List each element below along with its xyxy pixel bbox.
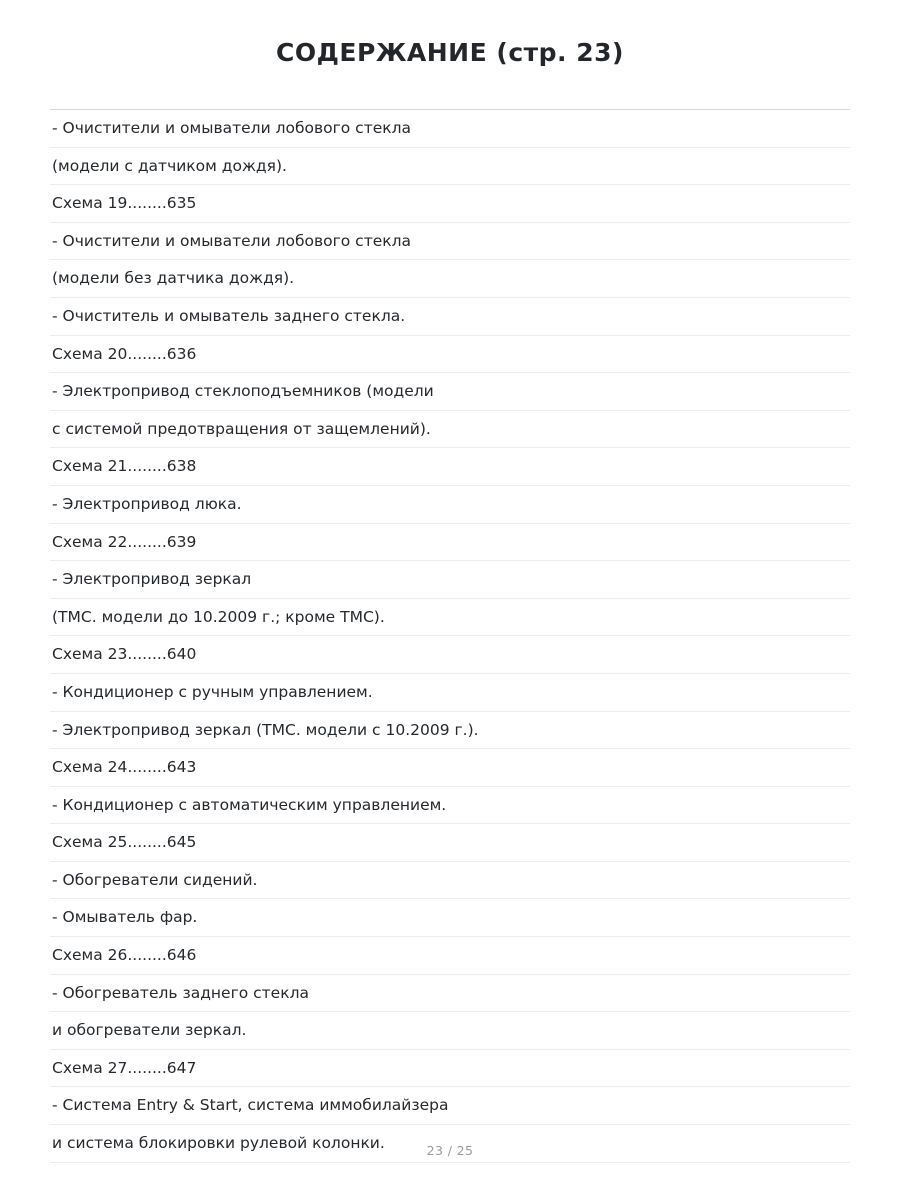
toc-row: - Очиститель и омыватель заднего стекла. (50, 298, 850, 336)
toc-row: и обогреватели зеркал. (50, 1012, 850, 1050)
toc-row: Схема 20........636 (50, 336, 850, 374)
toc-row: с системой предотвращения от защемлений). (50, 411, 850, 449)
page-title: СОДЕРЖАНИЕ (стр. 23) (276, 38, 624, 67)
toc-row: (модели с датчиком дождя). (50, 148, 850, 186)
toc-row: и система блокировки рулевой колонки. (50, 1125, 850, 1163)
toc-row: Схема 26........646 (50, 937, 850, 975)
toc-row: Схема 21........638 (50, 448, 850, 486)
toc-row: - Система Entry & Start, система иммобилайзера (50, 1087, 850, 1125)
toc-row: - Кондиционер с ручным управлением. (50, 674, 850, 712)
toc-row: - Обогреватель заднего стекла (50, 975, 850, 1013)
table-of-contents-list (50, 110, 850, 1163)
toc-row: - Омыватель фар. (50, 899, 850, 937)
toc-row: - Электропривод зеркал (50, 561, 850, 599)
toc-row: Схема 19........635 (50, 185, 850, 223)
toc-row: Схема 23........640 (50, 636, 850, 674)
toc-row: Схема 25........645 (50, 824, 850, 862)
toc-row: (модели без датчика дождя). (50, 260, 850, 298)
toc-row: - Очистители и омыватели лобового стекла (50, 110, 850, 148)
toc-row: - Электропривод люка. (50, 486, 850, 524)
toc-row: - Электропривод стеклоподъемников (модели (50, 373, 850, 411)
toc-row: - Электропривод зеркал (TMC. модели с 10.2009 г.). (50, 712, 850, 750)
toc-row: - Обогреватели сидений. (50, 862, 850, 900)
toc-row: - Кондиционер с автоматическим управлением. (50, 787, 850, 825)
page-number: 23 / 25 (426, 1143, 474, 1158)
toc-row: (TMC. модели до 10.2009 г.; кроме TMC). (50, 599, 850, 637)
toc-row: - Очистители и омыватели лобового стекла (50, 223, 850, 261)
toc-row: Схема 22........639 (50, 524, 850, 562)
toc-row: Схема 24........643 (50, 749, 850, 787)
toc-row: Схема 27........647 (50, 1050, 850, 1088)
